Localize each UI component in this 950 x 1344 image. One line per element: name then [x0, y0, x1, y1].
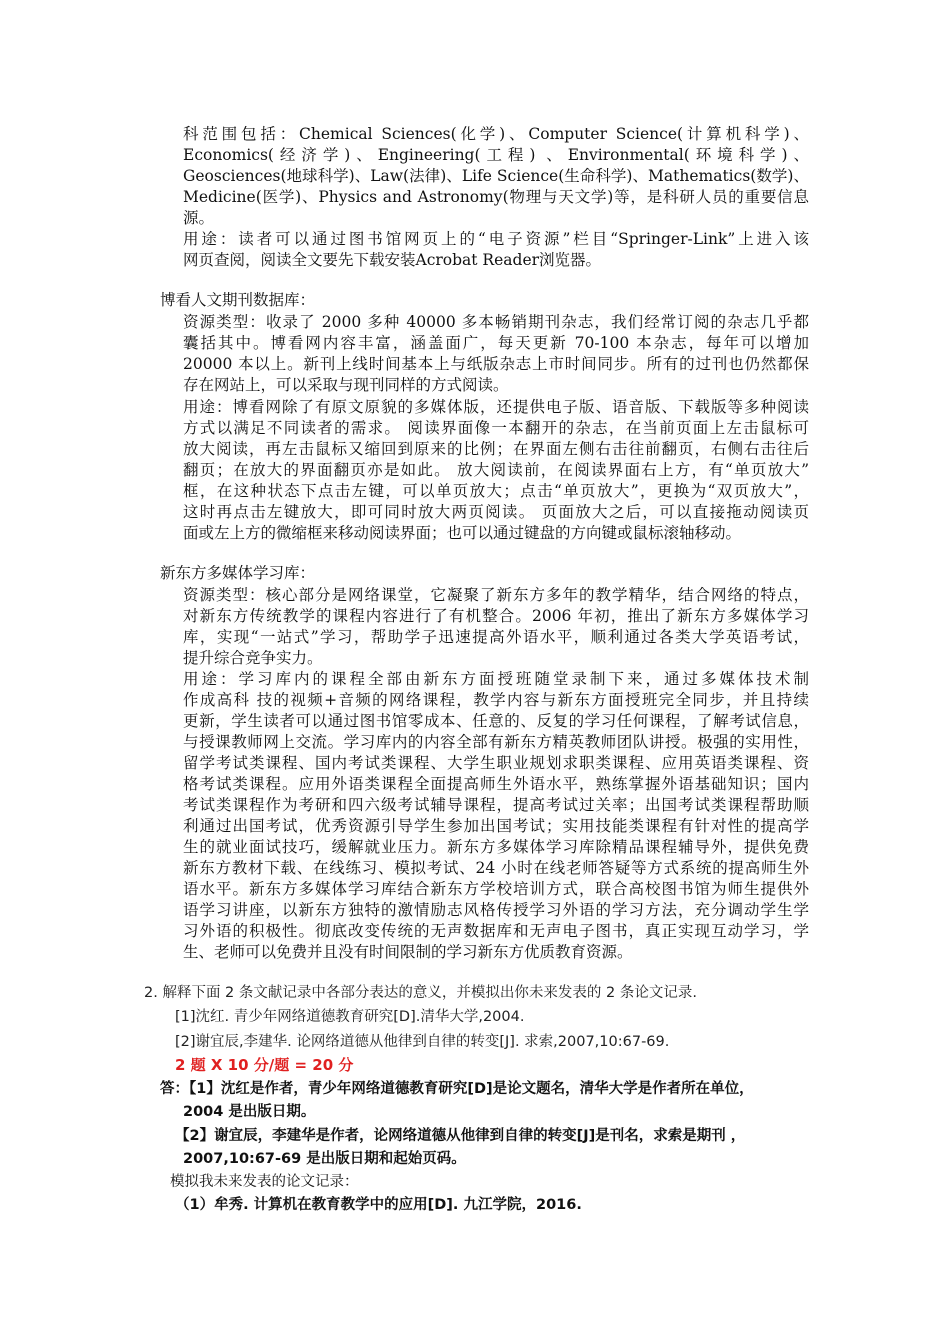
xdf-line: 利通过出国考试，优秀资源引导学生参加出国考试；实用技能类课程有针对性的提高学 — [183, 817, 809, 835]
springer-usage-line: 用途：读者可以通过图书馆网页上的“电子资源”栏目“Springer-Link”上进入该 — [183, 230, 809, 248]
springer-line: Geosciences(地球科学)、Law(法律)、Life Science(生命科学)、Mathematics(数学)、 — [183, 167, 809, 185]
springer-line: Medicine(医学)、Physics and Astronomy(物理与天文学)等，是科研人员的重要信息 — [183, 188, 809, 206]
reference-2: [2]谢宜辰,李建华. 论网络道德从他律到自律的转变[J]. 求索,2007,10:67-69. — [175, 1034, 670, 1050]
springer-line: 源。 — [183, 209, 215, 227]
question-text: 2. 解释下面 2 条文献记录中各部分表达的意义，并模拟出你未来发表的 2 条论文记录. — [144, 985, 697, 1001]
xdf-line: 考试类课程作为考研和四六级考试辅导课程，提高考试过关率；出国考试类课程帮助顺 — [183, 796, 809, 814]
bookan-line: 20000 本以上。新刊上线时间基本上与纸版杂志上市时间同步。所有的过刊也仍然都保 — [183, 355, 809, 373]
springer-usage-line: 网页查阅，阅读全文要先下载安装Acrobat Reader浏览器。 — [183, 251, 602, 269]
xdf-line: 新东方教材下载、在线练习、模拟考试、24 小时在线老师答疑等方式系统的提高师生外 — [183, 859, 809, 877]
score-label: 2 题 X 10 分/题 = 20 分 — [175, 1056, 354, 1074]
answer-line: 2007,10:67-69 是出版日期和起始页码。 — [183, 1151, 466, 1167]
bookan-line: 方式以满足不同读者的需求。 阅读界面像一本翻开的杂志，在当前页面上左击鼠标可 — [183, 419, 809, 437]
bookan-line: 用途：博看网除了有原文原貌的多媒体版，还提供电子版、语音版、下载版等多种阅读 — [183, 398, 809, 416]
xdf-line: 语水平。新东方多媒体学习库结合新东方学校培训方式，联合高校图书馆为师生提供外 — [183, 880, 809, 898]
section-title: 博看人文期刊数据库： — [160, 291, 316, 309]
xdf-line: 留学考试类课程、国内考试类课程、大学生职业规划求职类课程、应用英语类课程、资 — [183, 754, 809, 772]
reference-1: [1]沈红. 青少年网络道德教育研究[D].清华大学,2004. — [175, 1009, 525, 1025]
bookan-line: 框，在这种状态下点击左键，可以单页放大；点击“单页放大”，更换为“双页放大”， — [183, 482, 809, 500]
xdf-line: 用途：学习库内的课程全部由新东方面授班随堂录制下来，通过多媒体技术制 — [183, 670, 809, 688]
bookan-line: 翻页；在放大的界面翻页亦是如此。 放大阅读前，在阅读界面右上方，有“单页放大” — [183, 461, 809, 479]
xdf-line: 生、老师可以免费并且没有时间限制的学习新东方优质教育资源。 — [183, 943, 633, 961]
bookan-line: 资源类型：收录了 2000 多种 40000 多本畅销期刊杂志，我们经常订阅的杂志几乎都 — [183, 313, 809, 331]
bookan-line: 面或左上方的微缩框来移动阅读界面；也可以通过键盘的方向键或鼠标滚轴移动。 — [183, 524, 742, 542]
xdf-line: 与授课教师网上交流。学习库内的内容全部有新东方精英教师团队讲授。极强的实用性， — [183, 733, 809, 751]
springer-line: 科范围包括：Chemical Sciences(化学)、Computer Science(计算机科学)、 — [183, 125, 809, 143]
xdf-line: 格考试类课程。应用外语类课程全面提高师生外语水平，熟练掌握外语基础知识；国内 — [183, 775, 809, 793]
bookan-line: 这时再点击左键放大，即可同时放大两页阅读。 页面放大之后，可以直接拖动阅读页 — [183, 503, 809, 521]
xdf-line: 提升综合竞争实力。 — [183, 649, 323, 667]
xdf-line: 生的就业面试技巧，缓解就业压力。新东方多媒体学习库除精品课程辅导外，提供免费 — [183, 838, 809, 856]
xdf-line: 更新，学生读者可以通过图书馆零成本、任意的、反复的学习任何课程，了解考试信息， — [183, 712, 809, 730]
answer-line: 答：【1】沈红是作者，青少年网络道德教育研究[D]是论文题名，清华大学是作者所在单位， — [160, 1081, 754, 1097]
bookan-line: 存在网站上，可以采取与现刊同样的方式阅读。 — [183, 376, 509, 394]
section-title: 新东方多媒体学习库： — [160, 564, 316, 582]
xdf-line: 库，实现“一站式”学习，帮助学子迅速提高外语水平，顺利通过各类大学英语考试， — [183, 628, 809, 646]
answer-line: 【2】谢宜辰，李建华是作者，论网络道德从他律到自律的转变[J]是刊名，求索是期刊 ， — [175, 1128, 746, 1144]
xdf-line: 资源类型：核心部分是网络课堂，它凝聚了新东方多年的教学精华，结合网络的特点， — [183, 586, 809, 604]
xdf-line: 作成高科 技的视频+音频的网络课程，教学内容与新东方面授班完全同步，并且持续 — [183, 691, 809, 709]
answer-line: 2004 是出版日期。 — [183, 1104, 316, 1120]
bookan-line: 放大阅读，再左击鼠标又缩回到原来的比例；在界面左侧右击往前翻页，右侧右击往后 — [183, 440, 809, 458]
simulated-record-1: （1）牟秀. 计算机在教育教学中的应用[D]. 九江学院，2016. — [175, 1197, 582, 1213]
xdf-line: 习外语的积极性。彻底改变传统的无声数据库和无声电子图书，真正实现互动学习，学 — [183, 922, 809, 940]
bookan-line: 囊括其中。博看网内容丰富，涵盖面广，每天更新 70-100 本杂志，每年可以增加 — [183, 334, 809, 352]
xdf-line: 语学习讲座，以新东方独特的激情励志风格传授学习外语的学习方法，充分调动学生学 — [183, 901, 809, 919]
xdf-line: 对新东方传统教学的课程内容进行了有机整合。2006 年初，推出了新东方多媒体学习 — [183, 607, 809, 625]
springer-line: Economics(经济学)、Engineering(工程) 、Environmental(环境科学)、 — [183, 146, 809, 164]
simulation-title: 模拟我未来发表的论文记录： — [170, 1174, 359, 1190]
